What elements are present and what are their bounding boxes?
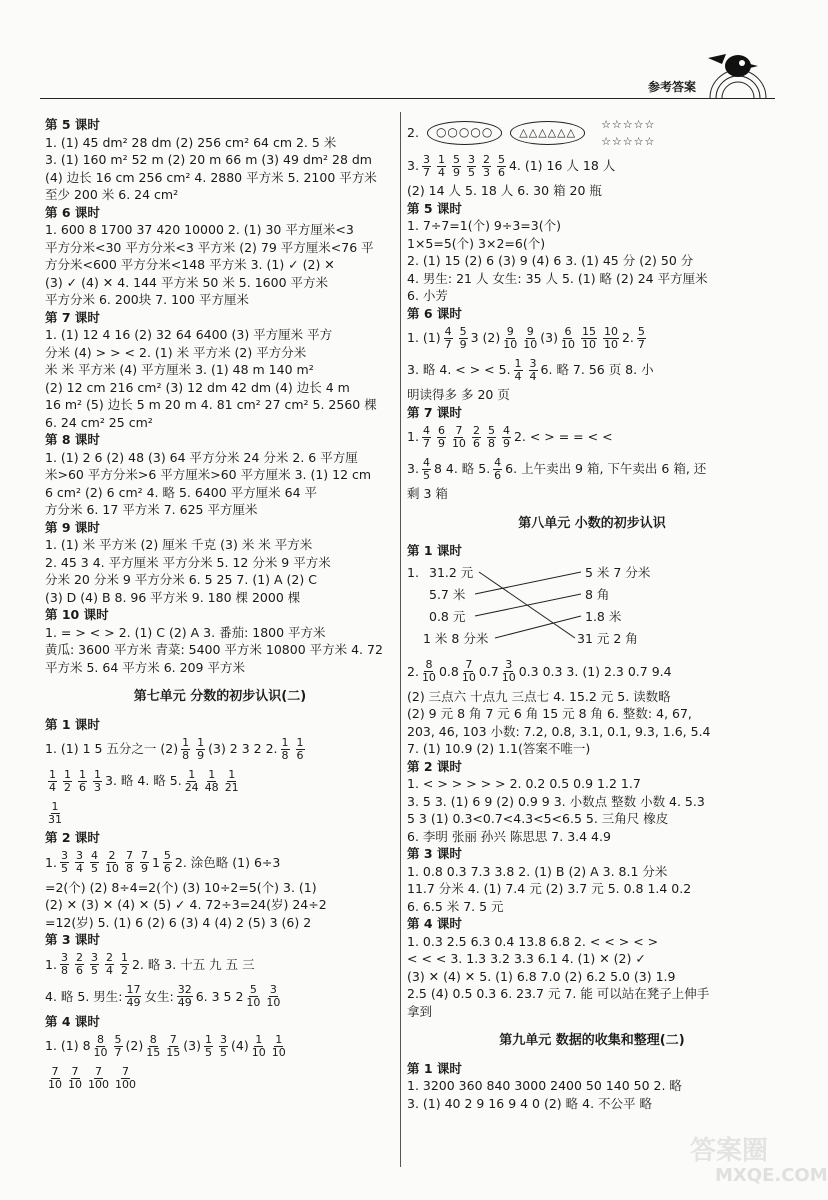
lesson-heading: 第 5 课时 (407, 200, 462, 216)
answer-line (45, 981, 395, 1013)
column-divider (400, 112, 401, 1167)
answer-line: 平方分米<30 平方分米<3 平方米 (2) 79 平方厘米<76 平 (45, 239, 374, 255)
fraction: $\frac{4}{5}$ (422, 455, 430, 482)
match-left-item: 5.7 米 (429, 586, 466, 602)
answer-line (407, 354, 777, 386)
fraction: $\frac{3}{5}$ (219, 1032, 227, 1059)
watermark-logo: 答案圈 (690, 1136, 769, 1166)
answer-line: 1. 7÷7=1(个) 9÷3=3(个) (407, 218, 561, 233)
match-line (475, 594, 581, 616)
fraction: $\frac{7}{15}$ (166, 1032, 181, 1059)
fraction: $\frac{1}{6}$ (79, 767, 86, 794)
fraction: $\frac{1}{21}$ (224, 767, 239, 794)
fraction: $\frac{5}{9}$ (459, 324, 467, 351)
answer-line: (2) 三点六 十点九 三点七 4. 15.2 元 5. 读数略 (407, 688, 671, 704)
unit-title: 第八单元 小数的初步认识 (518, 515, 666, 531)
answer-line: 方分米<600 平方分米<148 平方米 3. (1) ✓ (2) ✕ (45, 257, 335, 272)
answer-text: 4. 略 5. 男生: (45, 988, 123, 1004)
answer-text: (3) (183, 1038, 201, 1054)
answer-line: 1. = > < > 2. (1) C (2) A 3. 番茄: 1800 平方米 (45, 624, 326, 640)
shape-grouping-answer (407, 116, 777, 150)
fraction: $\frac{7}{100}$ (115, 1064, 136, 1091)
watermark-logo: MXQE.COM (715, 1165, 828, 1186)
fraction: $\frac{3}{5}$ (90, 951, 98, 977)
answer-text: 1. (1) 8 (45, 1038, 91, 1054)
answer-text: 8 4. 略 5. (433, 461, 491, 477)
answer-text: 2. (621, 330, 634, 346)
lesson-heading: 第 2 课时 (407, 758, 462, 774)
fraction: $\frac{7}{8}$ (125, 849, 133, 875)
lesson-heading: 第 8 课时 (45, 432, 100, 447)
fraction: $\frac{17}{49}$ (126, 983, 141, 1009)
fraction: $\frac{1}{2}$ (120, 951, 128, 977)
answer-line: 分米 (4) > > < 2. (1) 米 平方米 (2) 平方分米 (45, 344, 307, 360)
answer-text: 1. (1) 1 5 五分之一 (2) (45, 741, 179, 757)
fraction: $\frac{8}{15}$ (146, 1032, 161, 1059)
answer-line: 4. 男生: 21 人 女生: 35 人 5. (1) 略 (2) 24 平方厘米 (407, 270, 708, 286)
fraction: $\frac{1}{10}$ (251, 1032, 266, 1059)
lesson-heading: 第 6 课时 (45, 204, 100, 220)
answer-text: 1 (151, 854, 160, 870)
lesson-heading: 第 7 课时 (407, 404, 462, 420)
answer-line: 3. 5 3. (1) 6 9 (2) 0.9 9 3. 小数点 整数 小数 4. 5.3 (407, 793, 705, 809)
lesson-heading: 第 4 课时 (45, 1013, 100, 1029)
fraction: $\frac{9}{10}$ (523, 324, 538, 351)
answer-text: 1. (45, 854, 57, 870)
lesson-heading: 第 7 课时 (45, 309, 100, 325)
fraction: $\frac{3}{5}$ (467, 152, 475, 179)
match-left-item: 31.2 元 (429, 564, 474, 580)
fraction: $\frac{1}{3}$ (94, 767, 101, 794)
fraction: $\frac{1}{48}$ (204, 767, 219, 794)
fraction: $\frac{1}{24}$ (184, 767, 199, 794)
answer-line: 5 3 (1) 0.3<0.7<4.3<5<6.5 5. 三角尺 橡皮 (407, 811, 669, 826)
answer-line: 2.5 (4) 0.5 0.3 6. 23.7 元 7. 能 可以站在凳子上伸手 (407, 986, 710, 1001)
answer-text: 6. 上午卖出 9 箱, 下午卖出 6 箱, 还 (505, 461, 707, 477)
answer-line: 1. < > > > > > 2. 0.2 0.5 0.9 1.2 1.7 (407, 776, 641, 791)
fraction: $\frac{1}{6}$ (296, 735, 304, 762)
fraction: $\frac{6}{10}$ (560, 324, 575, 351)
fraction: $\frac{4}{7}$ (422, 423, 430, 450)
answer-text: 0.7 (478, 663, 499, 679)
fraction: $\frac{1}{31}$ (48, 799, 62, 826)
answer-text: 2. < > = = < < (513, 429, 613, 445)
answer-text: 2. 略 3. 十五 九 五 三 (131, 956, 255, 972)
answer-line (45, 1062, 395, 1094)
answer-line: 1. $\frac{3}{8}$ $\frac{2}{6}$ $\frac{3}{5}$ $\frac{2}{4}$ $\frac{1}{2}$ 2. 略 3. 十五 九 五 三 (45, 951, 255, 977)
fraction: $\frac{7}{10}$ (68, 1064, 82, 1091)
answer-text: 0.3 0.3 3. (1) 2.3 0.7 9.4 (518, 663, 672, 679)
answer-line (407, 150, 777, 182)
fraction: $\frac{3}{10}$ (266, 983, 281, 1009)
matching-lines (407, 562, 647, 654)
answer-line: 3. (1) 160 m² 52 m (2) 20 m 66 m (3) 49 dm² 28 dm (45, 152, 372, 167)
fraction: $\frac{5}{7}$ (114, 1032, 122, 1059)
answer-line (407, 453, 777, 485)
bird-rainbow-icon (700, 44, 778, 100)
fraction: $\frac{7}{100}$ (88, 1064, 109, 1091)
answer-line: (3) ✓ (4) ✕ 4. 144 平方米 50 米 5. 1600 平方米 (45, 274, 328, 290)
fraction: $\frac{2}{4}$ (105, 951, 113, 977)
answer-line (407, 322, 777, 354)
fraction: $\frac{4}{5}$ (90, 849, 98, 875)
answer-line (45, 1030, 395, 1062)
answer-text: 1. (407, 564, 419, 580)
answer-line: 至少 200 米 6. 24 cm² (45, 187, 179, 202)
lesson-heading: 第 1 课时 (407, 1060, 462, 1076)
answer-line (45, 733, 395, 765)
fraction: $\frac{7}{10}$ (451, 423, 466, 450)
lesson-heading: 第 1 课时 (45, 716, 100, 732)
fraction: $\frac{1}{8}$ (281, 735, 289, 762)
fraction: $\frac{32}{49}$ (177, 983, 192, 1009)
fraction: $\frac{6}{9}$ (437, 423, 445, 450)
answer-line (45, 765, 395, 797)
answer-text: 3. (407, 461, 419, 477)
fraction: $\frac{5}{6}$ (497, 152, 505, 179)
match-left-item: 0.8 元 (429, 608, 466, 624)
answer-line: 1. (1) 12 4 16 (2) 32 64 6400 (3) 平方厘米 平方 (45, 327, 333, 342)
answer-line: 1. (1) 45 dm² 28 dm (2) 256 cm² 64 cm 2. 5 米 (45, 134, 337, 150)
fraction: $\frac{3}{8}$ (60, 951, 68, 977)
lesson-heading: 第 2 课时 (45, 830, 100, 845)
answer-line: (4) 边长 16 cm 256 cm² 4. 2880 平方米 5. 2100 平方米 (45, 169, 377, 185)
lesson-heading: 第 10 课时 (45, 607, 109, 622)
answer-text: 2. (407, 125, 419, 141)
answer-line: 6 cm² (2) 6 cm² 4. 略 5. 6400 平方厘米 64 平 (45, 484, 318, 500)
lesson-heading: 第 1 课时 (407, 543, 462, 558)
star-group: ☆☆☆☆☆ ☆☆☆☆☆ (601, 117, 656, 148)
answer-text: (3) 2 3 2 2. (208, 741, 278, 757)
match-line (475, 572, 581, 594)
answer-line: 1×5=5(个) 3×2=6(个) (407, 235, 546, 251)
circle-group: ○○○○○ (427, 121, 502, 145)
answer-line: 拿到 (407, 1003, 433, 1019)
fraction: $\frac{5}{10}$ (246, 983, 261, 1009)
match-right-item: 8 角 (585, 586, 610, 602)
fraction: $\frac{7}{9}$ (140, 849, 148, 875)
answer-line: 1. (1) 2 6 (2) 48 (3) 64 平方分米 24 分米 2. 6 平方厘 (45, 449, 358, 465)
answer-line: 1. 0.8 0.3 7.3 3.8 2. (1) B (2) A 3. 8.1 分米 (407, 863, 668, 879)
match-right-item: 5 米 7 分米 (585, 564, 651, 580)
fraction: $\frac{5}{9}$ (452, 152, 460, 179)
fraction: $\frac{5}{8}$ (487, 423, 495, 450)
answer-line: (2) 9 元 8 角 7 元 6 角 15 元 8 角 6. 整数: 4, 67, (407, 706, 692, 721)
left-column (45, 116, 395, 1094)
answer-line (407, 656, 777, 688)
lesson-heading: 第 5 课时 (45, 117, 100, 132)
fraction: $\frac{4}{9}$ (502, 423, 510, 450)
answer-line: 1. 3200 360 840 3000 2400 50 140 50 2. 略 (407, 1078, 682, 1093)
lesson-heading: 第 4 课时 (407, 916, 462, 931)
fraction: $\frac{4}{6}$ (494, 455, 502, 482)
answer-line: (3) ✕ (4) ✕ 5. (1) 6.8 7.0 (2) 6.2 5.0 (3) 1.9 (407, 968, 676, 984)
answer-line: =2(个) (2) 8÷4=2(个) (3) 10÷2=5(个) 3. (1) (45, 879, 317, 895)
answer-text: 1. (1) (407, 330, 441, 346)
answer-line: =12(岁) 5. (1) 6 (2) 6 (3) 4 (4) 2 (5) 3 (6) 2 (45, 914, 312, 930)
match-line (495, 616, 581, 638)
unit-title: 第七单元 分数的初步认识(二) (133, 689, 307, 704)
answer-text: 3. (407, 158, 419, 174)
answer-line: 1. (1) 米 平方米 (2) 厘米 千克 (3) 米 米 平方米 (45, 537, 313, 552)
fraction: $\frac{5}{7}$ (637, 324, 645, 351)
answer-text: 2. (407, 663, 419, 679)
fraction: $\frac{3}{4}$ (529, 356, 537, 383)
fraction: $\frac{1}{4}$ (49, 767, 56, 794)
answer-line (407, 421, 777, 453)
answer-line: 11.7 分米 4. (1) 7.4 元 (2) 3.7 元 5. 0.8 1.4 0.2 (407, 881, 692, 896)
match-right-item: 1.8 米 (585, 608, 622, 624)
fraction: $\frac{7}{10}$ (461, 658, 476, 684)
fraction: $\frac{7}{10}$ (48, 1064, 62, 1091)
fraction: $\frac{3}{5}$ (60, 849, 68, 875)
lesson-heading: 第 9 课时 (45, 519, 100, 535)
lesson-heading: 第 6 课时 (407, 305, 462, 321)
fraction: $\frac{1}{4}$ (437, 152, 445, 179)
answer-line: 16 m² (5) 边长 5 m 20 m 4. 81 cm² 27 cm² 5. 2560 棵 (45, 397, 377, 412)
answer-line: 3. (1) 40 2 9 16 9 4 0 (2) 略 4. 不公平 略 (407, 1095, 652, 1111)
fraction: $\frac{1}{5}$ (204, 1032, 212, 1059)
fraction: $\frac{1}{4}$ (514, 356, 522, 383)
fraction: $\frac{5}{6}$ (163, 849, 171, 875)
answer-line: 米>60 平方分米>6 平方厘米>60 平方厘米 3. (1) 12 cm (45, 467, 372, 482)
fraction: $\frac{10}{10}$ (603, 324, 618, 351)
fraction: $\frac{3}{4}$ (75, 849, 83, 875)
answer-line: < < < 3. 1.3 3.2 3.3 6.1 4. (1) ✕ (2) ✓ (407, 951, 646, 966)
fraction: $\frac{2}{10}$ (104, 849, 119, 875)
answer-line: (2) 14 人 5. 18 人 6. 30 箱 20 瓶 (407, 183, 602, 198)
fraction: $\frac{8}{10}$ (421, 658, 436, 684)
answer-line: (3) D (4) B 8. 96 平方米 9. 180 棵 2000 棵 (45, 589, 301, 605)
answer-text: (4) (230, 1038, 249, 1054)
answer-line: 方分米 6. 17 平方米 7. 625 平方厘米 (45, 502, 258, 517)
answer-line: 1. 600 8 1700 37 420 10000 2. (1) 30 平方厘米<3 (45, 222, 354, 237)
answer-line: 平方分米 6. 200块 7. 100 平方厘米 (45, 292, 249, 307)
fraction: $\frac{15}{10}$ (581, 324, 596, 351)
unit-title: 第九单元 数据的收集和整理(二) (499, 1033, 685, 1048)
answer-line: 6. 24 cm² 25 cm² (45, 414, 153, 430)
fraction: $\frac{1}{10}$ (271, 1032, 286, 1059)
answer-line (45, 847, 395, 879)
fraction: $\frac{3}{10}$ (501, 658, 516, 684)
lesson-heading: 第 3 课时 (407, 846, 462, 861)
answer-line: 6. 6.5 米 7. 5 元 (407, 898, 504, 914)
answer-text: (2) (125, 1038, 144, 1054)
fraction: $\frac{4}{7}$ (444, 324, 452, 351)
fraction: $\frac{9}{10}$ (503, 324, 518, 351)
answer-text: 3. 略 4. 略 5. (105, 773, 182, 789)
answer-text: 1. (407, 429, 419, 445)
answer-line: 6. 小芳 (407, 288, 448, 303)
answer-line: (2) 12 cm 216 cm² (3) 12 dm 42 dm (4) 边长 4 m (45, 379, 350, 395)
right-column (407, 116, 777, 1112)
header-rule (40, 98, 775, 99)
match-right-item: 31 元 2 角 (577, 630, 638, 646)
fraction: $\frac{3}{7}$ (422, 152, 430, 179)
answer-text: 3 (2) (470, 330, 501, 346)
lesson-heading: 第 3 课时 (45, 932, 100, 947)
matching-diagram (407, 562, 777, 654)
answer-text: (3) (540, 330, 558, 346)
answer-text: 3. 略 4. < > < 5. (407, 362, 511, 378)
fraction: $\frac{1}{2}$ (64, 767, 71, 794)
answer-line: 平方米 5. 64 平方米 6. 209 平方米 (45, 659, 245, 675)
fraction: $\frac{1}{8}$ (182, 735, 190, 762)
answer-line: 米 米 平方米 (4) 平方厘米 3. (1) 48 m 140 m² (45, 362, 314, 377)
answer-line: 剩 3 箱 (407, 486, 448, 501)
answer-text: 2. 涂色略 (1) 6÷3 (174, 854, 281, 870)
answer-line: 203, 46, 103 小数: 7.2, 0.8, 3.1, 0.1, 9.3, 1.6, 5.4 (407, 723, 711, 739)
answer-line: 明读得多 多 20 页 (407, 387, 510, 402)
match-left-item: 1 米 8 分米 (423, 630, 489, 646)
answer-text: 4. (1) 16 人 18 人 (508, 158, 616, 174)
answer-line (45, 797, 395, 829)
answer-line: 6. 李明 张丽 孙兴 陈思思 7. 3.4 4.9 (407, 828, 611, 844)
answer-line: 分米 20 分米 9 平方分米 6. 5 25 7. (1) A (2) C (45, 572, 317, 587)
answer-text: 6. 3 5 2 (195, 988, 244, 1004)
answer-line: 黄瓜: 3600 平方米 青菜: 5400 平方米 10800 平方米 4. 72 (45, 642, 383, 657)
answer-text: 0.8 (438, 663, 459, 679)
fraction: $\frac{2}{6}$ (75, 951, 83, 977)
answer-line: 7. (1) 10.9 (2) 1.1(答案不唯一) (407, 741, 591, 756)
header-title: 参考答案 (648, 80, 697, 94)
fraction: $\frac{2}{6}$ (472, 423, 480, 450)
answer-text: 6. 略 7. 56 页 8. 小 (540, 362, 654, 378)
answer-line: 1. 0.3 2.5 6.3 0.4 13.8 6.8 2. < < > < > (407, 933, 659, 949)
answer-line: (2) ✕ (3) ✕ (4) ✕ (5) ✓ 4. 72÷3=24(岁) 24÷2 (45, 897, 327, 912)
fraction: $\frac{8}{10}$ (93, 1032, 108, 1059)
answer-line: 2. (1) 15 (2) 6 (3) 9 (4) 6 3. (1) 45 分 (2) 50 分 (407, 253, 694, 268)
answer-text: 女生: (144, 988, 174, 1004)
triangle-group: △△△△△△ (510, 121, 585, 145)
fraction: $\frac{1}{9}$ (197, 735, 205, 762)
fraction: $\frac{2}{3}$ (482, 152, 490, 179)
answer-line: 2. 45 3 4. 平方厘米 平方分米 5. 12 分米 9 平方米 (45, 554, 331, 570)
